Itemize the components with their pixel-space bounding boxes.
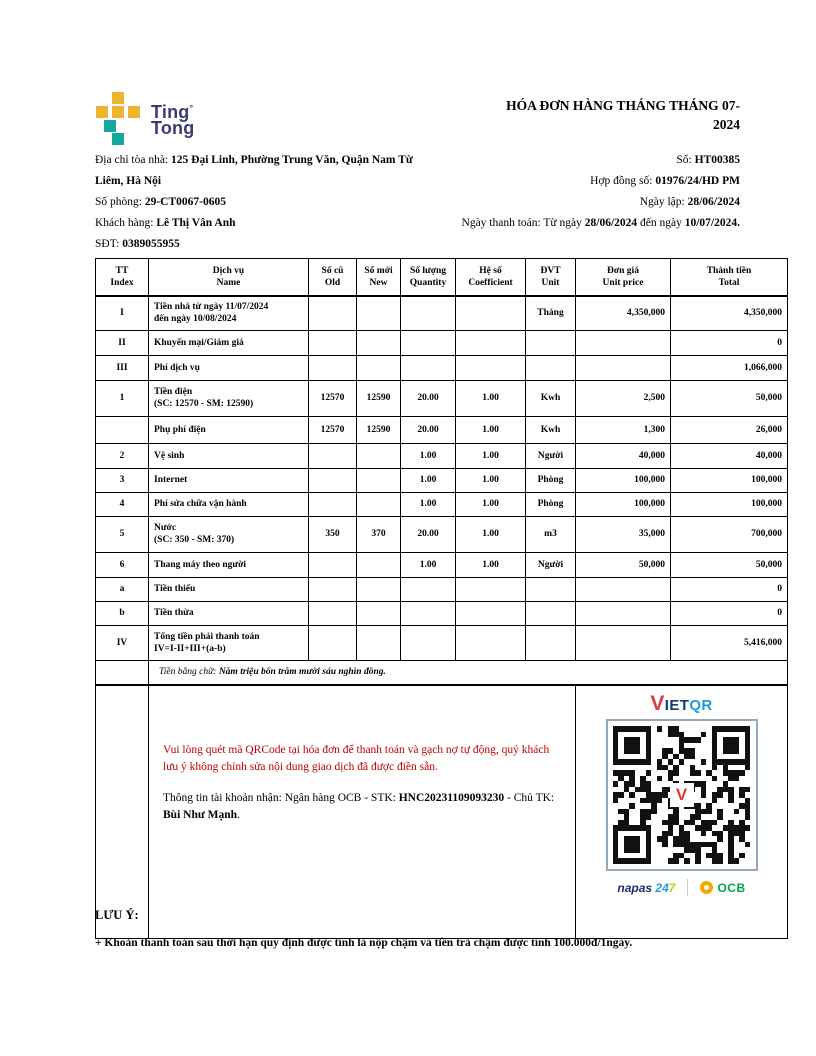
cell-total: 0: [671, 577, 788, 601]
cell-qty: 1.00: [401, 552, 456, 577]
cell-unit: Tháng: [526, 296, 576, 330]
cell-unit: Người: [526, 443, 576, 468]
cell-total: 100,000: [671, 492, 788, 516]
table-row: [96, 355, 788, 380]
cell-unit: Phòng: [526, 492, 576, 516]
cell-old: 350: [309, 516, 357, 552]
cell-price: 1,300: [576, 416, 671, 443]
cell-coef: 1.00: [456, 380, 526, 416]
footer-note-title: LƯU Ý:: [95, 908, 139, 922]
cell-new: [357, 296, 401, 330]
cell-tt: 3: [96, 468, 149, 492]
cell-name: Tiền thừa: [149, 601, 309, 625]
cell-new: 12590: [357, 416, 401, 443]
cell-old: [309, 601, 357, 625]
cell-coef: [456, 601, 526, 625]
cell-tt: II: [96, 330, 149, 355]
cell-tt: a: [96, 577, 149, 601]
cell-new: 12590: [357, 380, 401, 416]
cell-new: [357, 468, 401, 492]
cell-old: [309, 577, 357, 601]
column-header: Đơn giá Unit price: [576, 259, 671, 297]
cell-coef: [456, 577, 526, 601]
cell-price: [576, 601, 671, 625]
cell-qty: [401, 296, 456, 330]
cell-new: [357, 330, 401, 355]
cell-unit: [526, 625, 576, 660]
cell-price: 50,000: [576, 552, 671, 577]
cell-name: Internet: [149, 468, 309, 492]
issue-date: Ngày lập: 28/06/2024: [639, 196, 740, 208]
napas-logo: napas 247: [617, 880, 676, 895]
cell-unit: Phòng: [526, 468, 576, 492]
cell-price: 100,000: [576, 468, 671, 492]
vietqr-cell: [576, 685, 788, 939]
cell-tt: 6: [96, 552, 149, 577]
cell-total: 700,000: [671, 516, 788, 552]
cell-old: [309, 330, 357, 355]
cell-price: 100,000: [576, 492, 671, 516]
cell-tt: [96, 416, 149, 443]
cell-tt: I: [96, 296, 149, 330]
cell-qty: 20.00: [401, 380, 456, 416]
cell-coef: [456, 355, 526, 380]
title-line2: 2024: [713, 117, 740, 132]
cell-new: [357, 355, 401, 380]
cell-unit: Kwh: [526, 380, 576, 416]
cell-total: 4,350,000: [671, 296, 788, 330]
table-row: [96, 516, 788, 552]
amount-in-words-label: Tiền bằng chữ:: [159, 667, 219, 678]
cell-new: [357, 601, 401, 625]
cell-qty: 1.00: [401, 443, 456, 468]
amount-in-words-cell: [149, 660, 788, 685]
cell-price: [576, 330, 671, 355]
tingtong-logo-icon: [95, 92, 142, 143]
cell-tt: b: [96, 601, 149, 625]
cell-old: 12570: [309, 380, 357, 416]
cell-new: [357, 492, 401, 516]
cell-empty: [96, 660, 149, 685]
cell-qty: 20.00: [401, 416, 456, 443]
cell-new: 370: [357, 516, 401, 552]
tingtong-logo-text: [151, 100, 194, 136]
payment-note-cell: [149, 685, 576, 939]
cell-tt: IV: [96, 625, 149, 660]
amount-in-words-row: [96, 660, 788, 685]
customer-name: Khách hàng: Lê Thị Vân Anh: [95, 217, 236, 229]
table-row: [96, 296, 788, 330]
table-row: [96, 492, 788, 516]
amount-in-words-value: Năm triệu bốn trăm mười sáu nghìn đồng.: [218, 667, 386, 678]
column-header: Số cũ Old: [309, 259, 357, 297]
cell-coef: 1.00: [456, 416, 526, 443]
page-title: [430, 96, 740, 134]
cell-coef: [456, 296, 526, 330]
account-number: HNC20231109093230: [398, 792, 505, 804]
logo-line1: Ting: [151, 101, 190, 122]
cell-new: [357, 625, 401, 660]
column-header: ĐVT Unit: [526, 259, 576, 297]
cell-name: Tổng tiền phải thanh toán IV=I-II+III+(a-b): [149, 625, 309, 660]
table-row: [96, 625, 788, 660]
cell-coef: 1.00: [456, 468, 526, 492]
cell-new: [357, 552, 401, 577]
invoice-info-left: [95, 150, 460, 255]
column-header: Thành tiền Total: [671, 259, 788, 297]
table-row: [96, 380, 788, 416]
building-address: Địa chỉ tòa nhà: 125 Đại Linh, Phường Trung Văn, Quận Nam Từ Liêm, Hà Nội: [95, 154, 413, 187]
cell-tt: 1: [96, 380, 149, 416]
cell-name: Tiền điện (SC: 12570 - SM: 12590): [149, 380, 309, 416]
payment-network-logos: [577, 879, 786, 896]
cell-unit: [526, 601, 576, 625]
room-number: Số phòng: 29-CT0067-0605: [95, 196, 226, 208]
cell-qty: 1.00: [401, 468, 456, 492]
cell-price: 35,000: [576, 516, 671, 552]
cell-total: 5,416,000: [671, 625, 788, 660]
logo-trademark: °: [189, 102, 194, 113]
invoice-table-body: [96, 296, 788, 660]
cell-tt: III: [96, 355, 149, 380]
cell-old: [309, 625, 357, 660]
invoice-table: [95, 258, 788, 939]
cell-total: 26,000: [671, 416, 788, 443]
table-row: [96, 552, 788, 577]
tingtong-logo: [95, 92, 194, 143]
table-row: [96, 330, 788, 355]
cell-name: Khuyến mại/Giảm giá: [149, 330, 309, 355]
ocb-logo: OCB: [700, 881, 745, 894]
cell-coef: [456, 625, 526, 660]
cell-unit: [526, 577, 576, 601]
account-holder: Bùi Như Mạnh: [163, 809, 238, 821]
cell-price: 40,000: [576, 443, 671, 468]
column-header: Số lượng Quantity: [401, 259, 456, 297]
invoice-info-right: [435, 150, 740, 234]
invoice-number: Số: HT00385: [676, 154, 740, 166]
cell-coef: 1.00: [456, 492, 526, 516]
cell-price: [576, 625, 671, 660]
table-row: [96, 443, 788, 468]
cell-name: Nước (SC: 350 - SM: 370): [149, 516, 309, 552]
ocb-circle-icon: [700, 881, 713, 894]
cell-qty: [401, 601, 456, 625]
cell-old: [309, 296, 357, 330]
logo-line2: Tong: [151, 117, 195, 138]
table-header-row: [96, 259, 788, 297]
column-header: Dịch vụ Name: [149, 259, 309, 297]
cell-total: 0: [671, 601, 788, 625]
qr-payment-warning: Vui lòng quét mã QRCode tại hóa đơn để thanh toán và gạch nợ tự động, quý khách lưu ý không chỉnh sửa nội dung giao dịch đã được điền sẵn.: [163, 744, 550, 773]
cell-total: 50,000: [671, 552, 788, 577]
cell-unit: [526, 330, 576, 355]
cell-old: [309, 468, 357, 492]
cell-unit: Kwh: [526, 416, 576, 443]
cell-price: [576, 577, 671, 601]
contract-number: Hợp đồng số: 01976/24/HD PM: [590, 175, 740, 187]
payment-period: Ngày thanh toán: Từ ngày 28/06/2024 đến ngày 10/07/2024.: [461, 217, 740, 229]
cell-old: [309, 552, 357, 577]
cell-old: [309, 492, 357, 516]
logo-divider: [687, 879, 688, 896]
cell-qty: [401, 625, 456, 660]
cell-name: Vệ sinh: [149, 443, 309, 468]
cell-qty: 20.00: [401, 516, 456, 552]
cell-total: 100,000: [671, 468, 788, 492]
title-line1: HÓA ĐƠN HÀNG THÁNG THÁNG 07-: [506, 98, 740, 113]
vietqr-logo: VIETQR: [650, 692, 713, 715]
column-header: TT Index: [96, 259, 149, 297]
customer-phone: SĐT: 0389055955: [95, 238, 180, 250]
cell-empty: [96, 685, 149, 939]
vietqr-center-mark: V: [670, 783, 694, 807]
cell-total: 50,000: [671, 380, 788, 416]
cell-name: Tiền thiếu: [149, 577, 309, 601]
cell-price: [576, 355, 671, 380]
cell-qty: [401, 577, 456, 601]
table-row: [96, 601, 788, 625]
cell-name: Phí dịch vụ: [149, 355, 309, 380]
table-row: [96, 416, 788, 443]
cell-name: Phí sửa chữa vận hành: [149, 492, 309, 516]
cell-unit: m3: [526, 516, 576, 552]
qr-row: [96, 685, 788, 939]
column-header: Hệ số Coefficient: [456, 259, 526, 297]
account-info: Thông tin tài khoản nhận: Ngân hàng OCB - STK: HNC20231109093230 - Chủ TK: Bùi Như Mạnh.: [163, 792, 555, 821]
cell-name: Tiền nhà từ ngày 11/07/2024 đến ngày 10/08/2024: [149, 296, 309, 330]
cell-old: [309, 443, 357, 468]
cell-price: 2,500: [576, 380, 671, 416]
cell-unit: [526, 355, 576, 380]
cell-tt: 2: [96, 443, 149, 468]
qr-code: [606, 719, 758, 871]
cell-coef: 1.00: [456, 552, 526, 577]
cell-old: 12570: [309, 416, 357, 443]
cell-qty: [401, 330, 456, 355]
column-header: Số mới New: [357, 259, 401, 297]
cell-total: 1,066,000: [671, 355, 788, 380]
cell-name: Phụ phí điện: [149, 416, 309, 443]
cell-coef: 1.00: [456, 443, 526, 468]
cell-coef: [456, 330, 526, 355]
cell-price: 4,350,000: [576, 296, 671, 330]
footer-note-line: + Khoản thanh toán sau thời hạn quy định được tính là nộp chậm và tiền trả chậm được tính 100.000đ/1ngày.: [95, 937, 633, 949]
cell-total: 0: [671, 330, 788, 355]
cell-qty: [401, 355, 456, 380]
cell-coef: 1.00: [456, 516, 526, 552]
table-row: [96, 577, 788, 601]
table-row: [96, 468, 788, 492]
cell-unit: Người: [526, 552, 576, 577]
cell-new: [357, 577, 401, 601]
cell-old: [309, 355, 357, 380]
cell-name: Thang máy theo người: [149, 552, 309, 577]
cell-tt: 5: [96, 516, 149, 552]
cell-tt: 4: [96, 492, 149, 516]
cell-qty: 1.00: [401, 492, 456, 516]
cell-new: [357, 443, 401, 468]
cell-total: 40,000: [671, 443, 788, 468]
